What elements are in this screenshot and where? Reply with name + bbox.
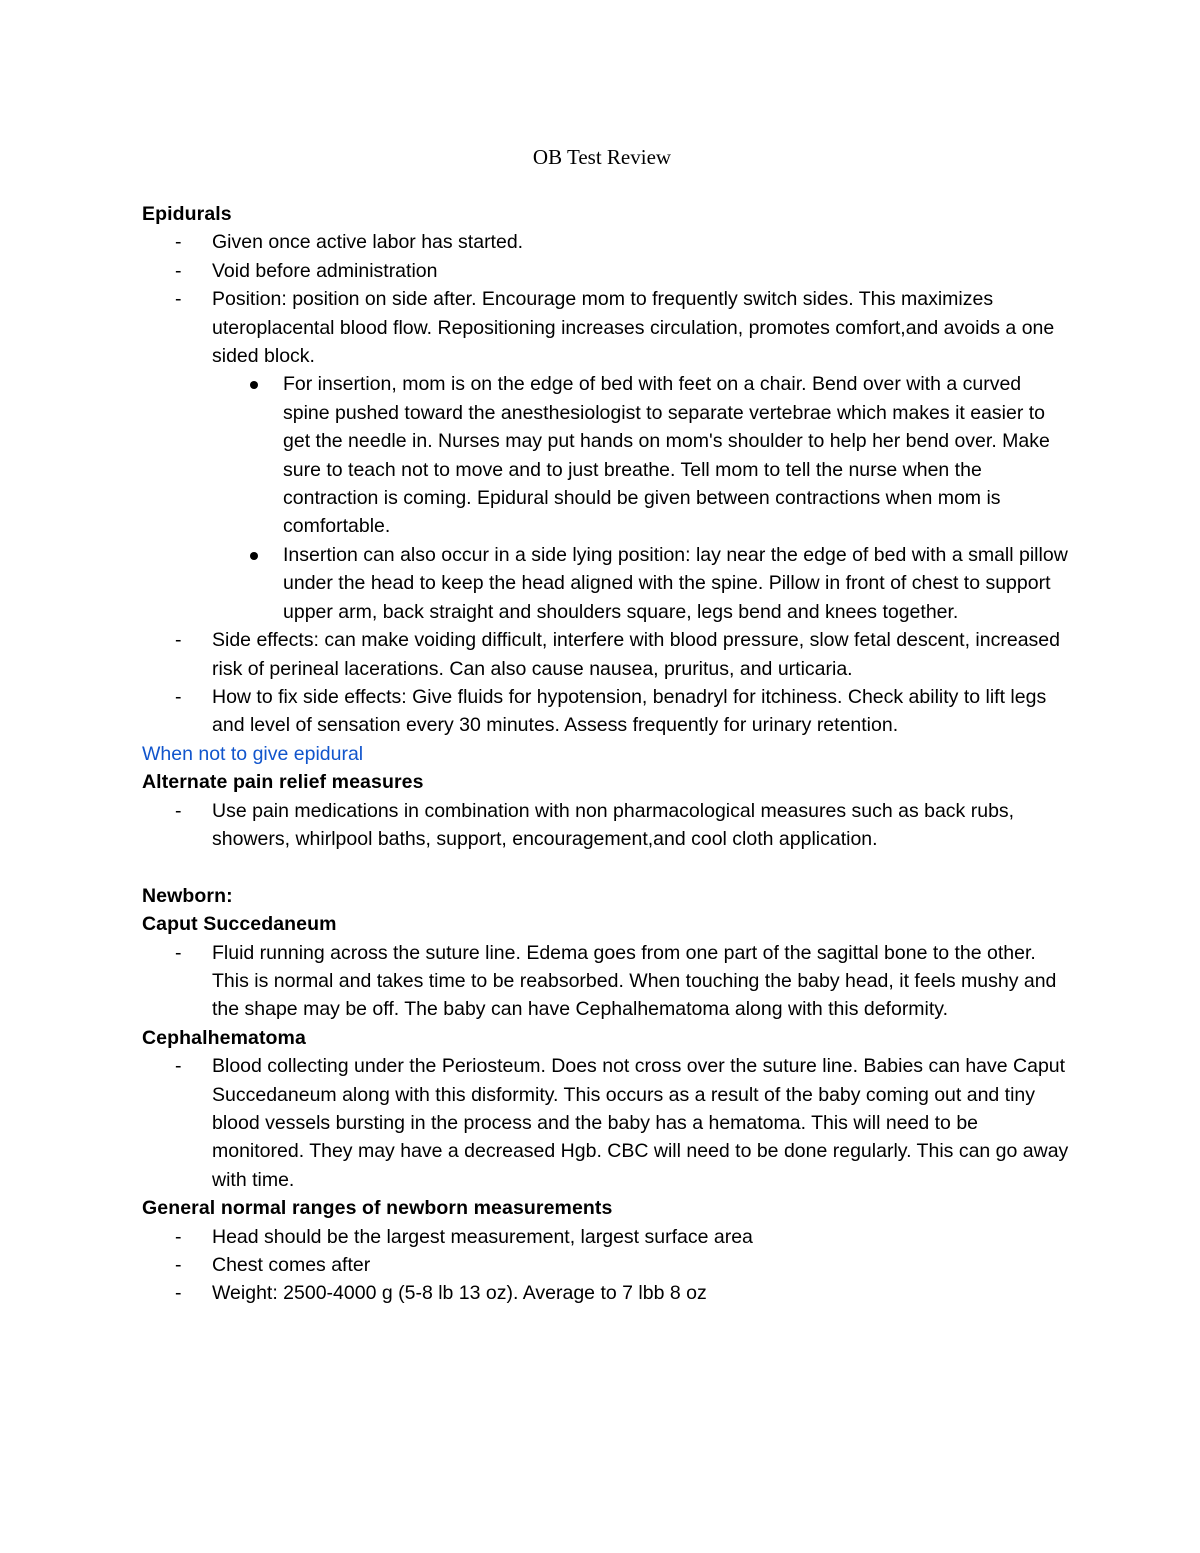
list-item-text: Chest comes after	[212, 1254, 371, 1277]
bullet-dot-icon	[250, 381, 258, 389]
list-item-text: Head should be the largest measurement, largest surface area	[212, 1225, 753, 1248]
list-item	[142, 683, 1072, 740]
list-item-text: Fluid running across the suture line. Edema goes from one part of the sagittal bone to the other. This is normal and takes time to be reabsorbed. When touching the baby head, it feels mushy and the shape may be off. The baby can have Cephalhematoma along with this deformity.	[212, 941, 1057, 1021]
list-item	[142, 1279, 1072, 1307]
dash-marker: -	[175, 799, 182, 822]
bullet-item-text: For insertion, mom is on the edge of bed with feet on a chair. Bend over with a curved spine pushed toward the anesthesiologist to separate vertebrae which makes it easier to get the needle in. Nurses may put hands on mom's shoulder to help her bend over. Make sure to teach not to move and to just breathe. Tell mom to tell the nurse when the contraction is coming. Epidural should be given between contractions when mom is comfortable.	[283, 373, 1050, 538]
section-heading-newborn-ranges: General normal ranges of newborn measurements	[142, 1197, 613, 1220]
dash-marker: -	[175, 288, 182, 311]
blank-line	[142, 853, 1072, 881]
section-heading-epidurals: Epidurals	[142, 203, 232, 225]
bullet-dot-icon	[250, 552, 258, 560]
list-item	[142, 1223, 1072, 1251]
section-heading-newborn: Newborn:	[142, 884, 233, 907]
section-heading-cephalhematoma: Cephalhematoma	[142, 1026, 306, 1049]
list-item-text: How to fix side effects: Give fluids for hypotension, benadryl for itchiness. Check ability to lift legs and level of sensation every 30 minutes. Assess frequently for urinary retention.	[212, 685, 1047, 737]
alternate-list	[142, 797, 1072, 854]
list-item-text: Position: position on side after. Encourage mom to frequently switch sides. This maximizes uteroplacental blood flow. Repositioning increases circulation, promotes comfort,and avoids a one sided block.	[212, 288, 1055, 368]
dash-marker: -	[175, 1225, 182, 1248]
epidurals-list-continued	[142, 626, 1072, 740]
list-item	[142, 1052, 1072, 1194]
dash-marker: -	[175, 1055, 182, 1078]
list-item	[142, 257, 1072, 285]
ranges-list	[142, 1223, 1072, 1308]
list-item	[142, 626, 1072, 683]
list-item-text: Blood collecting under the Periosteum. Does not cross over the suture line. Babies can have Caput Succedaneum along with this disformity. This occurs as a result of the baby coming out and tiny blood vessels bursting in the process and the baby has a hematoma. This will need to be monitored. They may have a decreased Hgb. CBC will need to be done regularly. This can go away with time.	[212, 1055, 1069, 1191]
dash-marker: -	[175, 941, 182, 964]
list-item	[142, 797, 1072, 854]
list-item	[142, 285, 1072, 370]
section-heading-caput-succedaneum: Caput Succedaneum	[142, 913, 337, 936]
dash-marker: -	[175, 231, 182, 254]
dash-marker: -	[175, 629, 182, 652]
document-title: OB Test Review	[532, 145, 672, 169]
dash-marker: -	[175, 1282, 182, 1305]
list-item-text: Void before administration	[212, 259, 438, 282]
dash-marker: -	[175, 685, 182, 708]
dash-marker: -	[175, 259, 182, 282]
list-item-text: Use pain medications in combination with non pharmacological measures such as back rubs, showers, whirlpool baths, support, encouragement,and cool cloth application.	[212, 799, 1015, 850]
list-item-text: Weight: 2500-4000 g (5-8 lb 13 oz). Average to 7 lbb 8 oz	[212, 1282, 707, 1305]
section-heading-alternate-pain-relief: Alternate pain relief measures	[142, 771, 424, 794]
list-item	[142, 939, 1072, 1024]
caput-list	[142, 939, 1072, 1024]
document-body	[142, 200, 1072, 1308]
dash-marker: -	[175, 1254, 182, 1277]
list-item-text: Side effects: can make voiding difficult, interfere with blood pressure, slow fetal descent, increased risk of perineal lacerations. Can also cause nausea, pruritus, and urticaria.	[212, 629, 1060, 680]
bullet-item-text: Insertion can also occur in a side lying position: lay near the edge of bed with a small pillow under the head to keep the head aligned with the spine. Pillow in front of chest to support upper arm, back straight and shoulders square, legs bend and knees together.	[283, 543, 1068, 623]
bullet-item	[142, 541, 1072, 626]
list-item	[142, 1251, 1072, 1279]
list-item-text: Given once active labor has started.	[212, 231, 524, 254]
cephalhematoma-list	[142, 1052, 1072, 1194]
when-not-to-give-epidural-link[interactable]: When not to give epidural	[142, 742, 364, 765]
epidurals-list	[142, 228, 1072, 370]
bullet-item	[142, 370, 1072, 540]
epidurals-bullet-list	[142, 370, 1072, 626]
list-item	[142, 228, 1072, 256]
